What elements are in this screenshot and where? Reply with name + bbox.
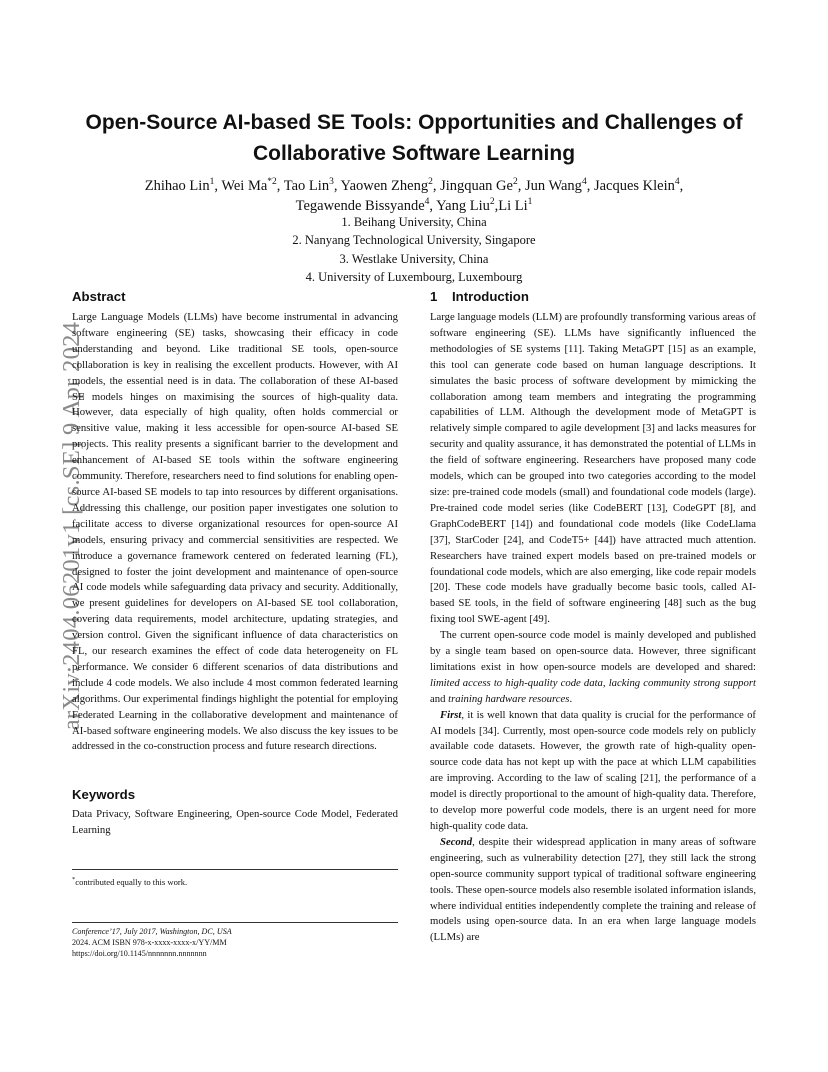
doi-link[interactable]: https://doi.org/10.1145/nnnnnnn.nnnnnnn [72,949,207,959]
affiliation: 1. Beihang University, China [341,215,487,229]
author: Jun Wang$^4$ [524,177,587,194]
author: Tao Lin$^3$ [283,177,334,194]
isbn-info: 2024. ACM ISBN 978-x-xxxx-xxxx-x/YY/MM [72,938,227,948]
copyright-block [72,926,398,960]
affiliation: 4. University of Luxembourg, Luxembourg [305,270,523,285]
author: Zhihao Lin$^1$ [144,177,215,194]
affiliation: 3. Westlake University, China [339,251,489,266]
intro-paragraph-4: Second, despite their widespread application in many areas of software engineering, such as vulnerability detection [27], they still lack the strong open-source community support typical of traditional software engineering tools. These open-source models also resemble isolated information islands, where individual entities independently complete the training and release of models using open-source data. In an era when large language models (LLMs) are [430,835,756,944]
conference-info: Conference’17, July 2017, Washington, DC, USA [72,927,232,936]
author: Wei Ma$^{*2}$ [221,177,277,194]
footnote-divider [72,869,398,870]
affiliation: 2. Nanyang Technological University, Singapore [292,233,536,248]
abstract-section [72,287,398,755]
intro-paragraph-3: First, it is well known that data quality is crucial for the performance of AI models [34]. Currently, most open-source code models rely on publicly available code datasets. However, the growth rate of high-quality open-source code data has not kept up with the pace at which LLM capabilities are improving. According to the law of scaling [21], the performance of a model is directly proportional to the amount of high-quality data. Therefore, to develop more powerful code models, there is an urgent need for more high-quality code data. [430,708,756,832]
arxiv-stamp [12,296,85,756]
author: Yaowen Zheng$^2$ [340,177,433,194]
author-list: Zhihao Lin$^1$, Wei Ma$^{*2}$, Tao Lin$^3$, Yaowen Zheng$^2$, Jingquan Ge$^2$, Jun Wang$^4$, Jacques Klein$^4$, Tegawende Bissyande$^4$, Yang Liu$^2$,Li Li$^1$ [144,177,684,214]
footnote: *contributed equally to this work. [72,876,188,887]
author: Jacques Klein$^4$ [593,177,680,194]
abstract-text: Large Language Models (LLMs) have become instrumental in advancing software engineering (SE) tasks, showcasing their efficacy in code understanding and beyond. Like traditional SE tools, open-source collaboration is key in realising the excellent products. However, with AI models, the essential need is in data. The collaboration of these AI-based SE models hinges on maximising the sources of high-quality data. However, data especially of high quality, often holds commercial or sensitive value, making it less accessible for open-source AI-based SE projects. This reality presents a significant barrier to the development and enhancement of AI-based SE tools within the software engineering community. Therefore, researchers need to find solutions for enabling open-source AI-based SE models to tap into resources by different organisations. Addressing this challenge, our position paper investigates one solution to facilitate access to diverse organizational resources for open-source AI models, ensuring privacy and commercial sensitivities are respected. We introduce a governance framework centered on federated learning (FL), designed to foster the joint development and maintenance of open-source AI code models while safeguarding data privacy and security. Additionally, we present guidelines for developers on AI-based SE tool collaboration, covering data requirements, model architecture, updating strategies, and version control. Given the significant influence of data characteristics on FL, our research examines the effect of code data heterogeneity on FL performance. We consider 6 different scenarios of data distributions and include 4 code models. We also include 4 most common federated learning algorithms. Our experimental findings highlight the potential for employing Federated Learning in the collaborative development and maintenance of AI-based software engineering models. We also discuss the key issues to be addressed in the co-construction process and future research directions. [72,311,398,753]
keywords-text: Data Privacy, Software Engineering, Open-source Code Model, Federated Learning [72,808,398,836]
author: Tegawende Bissyande$^4$ [295,197,430,214]
paper-title: Open-Source AI-based SE Tools: Opportunities and Challenges of Collaborative Software Learning [85,111,743,165]
introduction-heading: 1 Introduction [430,287,756,307]
author: Yang Liu$^2$ [436,197,495,214]
abstract-heading: Abstract [72,289,126,304]
affiliation-list [150,213,678,287]
introduction-section [430,287,756,946]
arxiv-identifier: arXiv:2404.06201v1 [cs.SE] 9 Apr 2024 [58,321,85,731]
copyright-divider [72,922,398,923]
author: Jingquan Ge$^2$ [440,177,518,194]
author: Li Li$^1$ [498,197,533,214]
keywords-section [72,785,398,839]
intro-paragraph-1: Large language models (LLM) are profoundly transforming various areas of software engineering (SE). LLMs have significantly influenced the methodologies of SE systems [11]. Taking MetaGPT [15] as an example, this tool can generate code based on human language descriptions. It simulates the basic process of software development by mimicking the collaboration among team members and integrating the programming capabilities of LLM. Although the development mode of MetaGPT is relatively simple compared to agile development [3] and lacks measures for security and quality assurance, it has demonstrated the potential of LLMs in the field of software engineering. Researchers have proposed many code models, which can be grouped into two categories according to the model size: pre-trained code models (small) and foundational code models (large). Pre-trained code model series (like CodeBERT [13], CodeGPT [8], and GraphCodeBERT [14]) and foundational code models (like CodeLlama [37], StarCoder [24], and CodeT5+ [44]) have attracted much attention. Researchers have trained expert models based on pre-trained models or foundational code models, which are also emerging, like code repair models [20]. These code models have gradually become basic tools, called AI-based SE tools, in the field of software engineering [48] such as the bug fixing tool SWE-agent [49]. [430,311,756,626]
intro-paragraph-2: The current open-source code model is mainly developed and published by a single team based on open-source data. However, three significant limitations exist in how open-source models are developed and shared: limited access to high-quality code data, lacking community strong support and training hardware resources. [430,629,756,705]
keywords-heading: Keywords [72,787,136,802]
section-number: 1 [430,289,438,304]
